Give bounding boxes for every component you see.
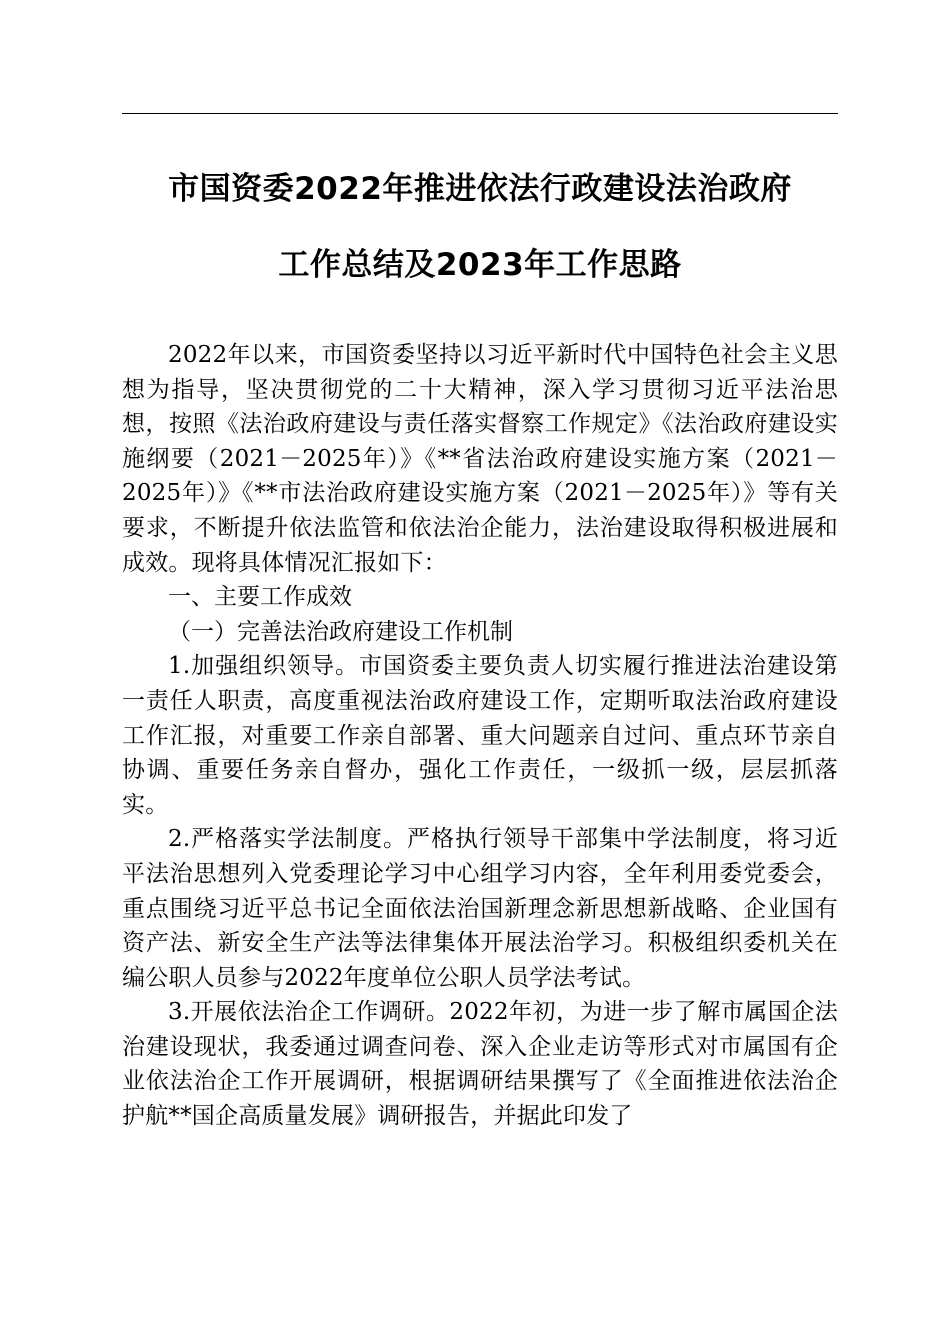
subsection-heading: （一）完善法治政府建设工作机制 <box>168 618 513 645</box>
document-title <box>122 170 838 284</box>
title-line-1: 市国资委2022年推进依法行政建设法治政府 <box>168 171 792 207</box>
document-body <box>122 338 838 1134</box>
section-heading: 一、主要工作成效 <box>168 584 352 611</box>
item-paragraph-3: 3.开展依法治企工作调研。2022年初，为进一步了解市属国企法治建设现状，我委通过调查问卷、深入企业走访等形式对市属国有企业依法治企工作开展调研，根据调研结果撰写了《全面推进依法治企护航**国企高质量发展》调研报告，并据此印发了 <box>122 999 838 1130</box>
item-paragraph-1: 1.加强组织领导。市国资委主要负责人切实履行推进法治建设第一责任人职责，高度重视法治政府建设工作，定期听取法治政府建设工作汇报，对重要工作亲自部署、重大问题亲自过问、重点环节亲自协调、重要任务亲自督办，强化工作责任，一级抓一级，层层抓落实。 <box>122 653 838 818</box>
title-line-2: 工作总结及2023年工作思路 <box>278 247 682 283</box>
header-rule <box>122 113 838 114</box>
item-paragraph-2: 2.严格落实学法制度。严格执行领导干部集中学法制度，将习近平法治思想列入党委理论学习中心组学习内容，全年利用委党委会，重点围绕习近平总书记全面依法治国新理念新思想新战略、企业国有资产法、新安全生产法等法律集体开展法治学习。积极组织委机关在编公职人员参与2022年度单位公职人员学法考试。 <box>122 826 838 991</box>
intro-paragraph: 2022年以来，市国资委坚持以习近平新时代中国特色社会主义思想为指导，坚决贯彻党的二十大精神，深入学习贯彻习近平法治思想，按照《法治政府建设与责任落实督察工作规定》《法治政府建设实施纲要（2021－2025年）》《**省法治政府建设实施方案（2021－2025年）》《**市法治政府建设实施方案（2021－2025年）》等有关要求，不断提升依法监管和依法治企能力，法治建设取得积极进展和成效。现将具体情况汇报如下： <box>122 342 838 576</box>
